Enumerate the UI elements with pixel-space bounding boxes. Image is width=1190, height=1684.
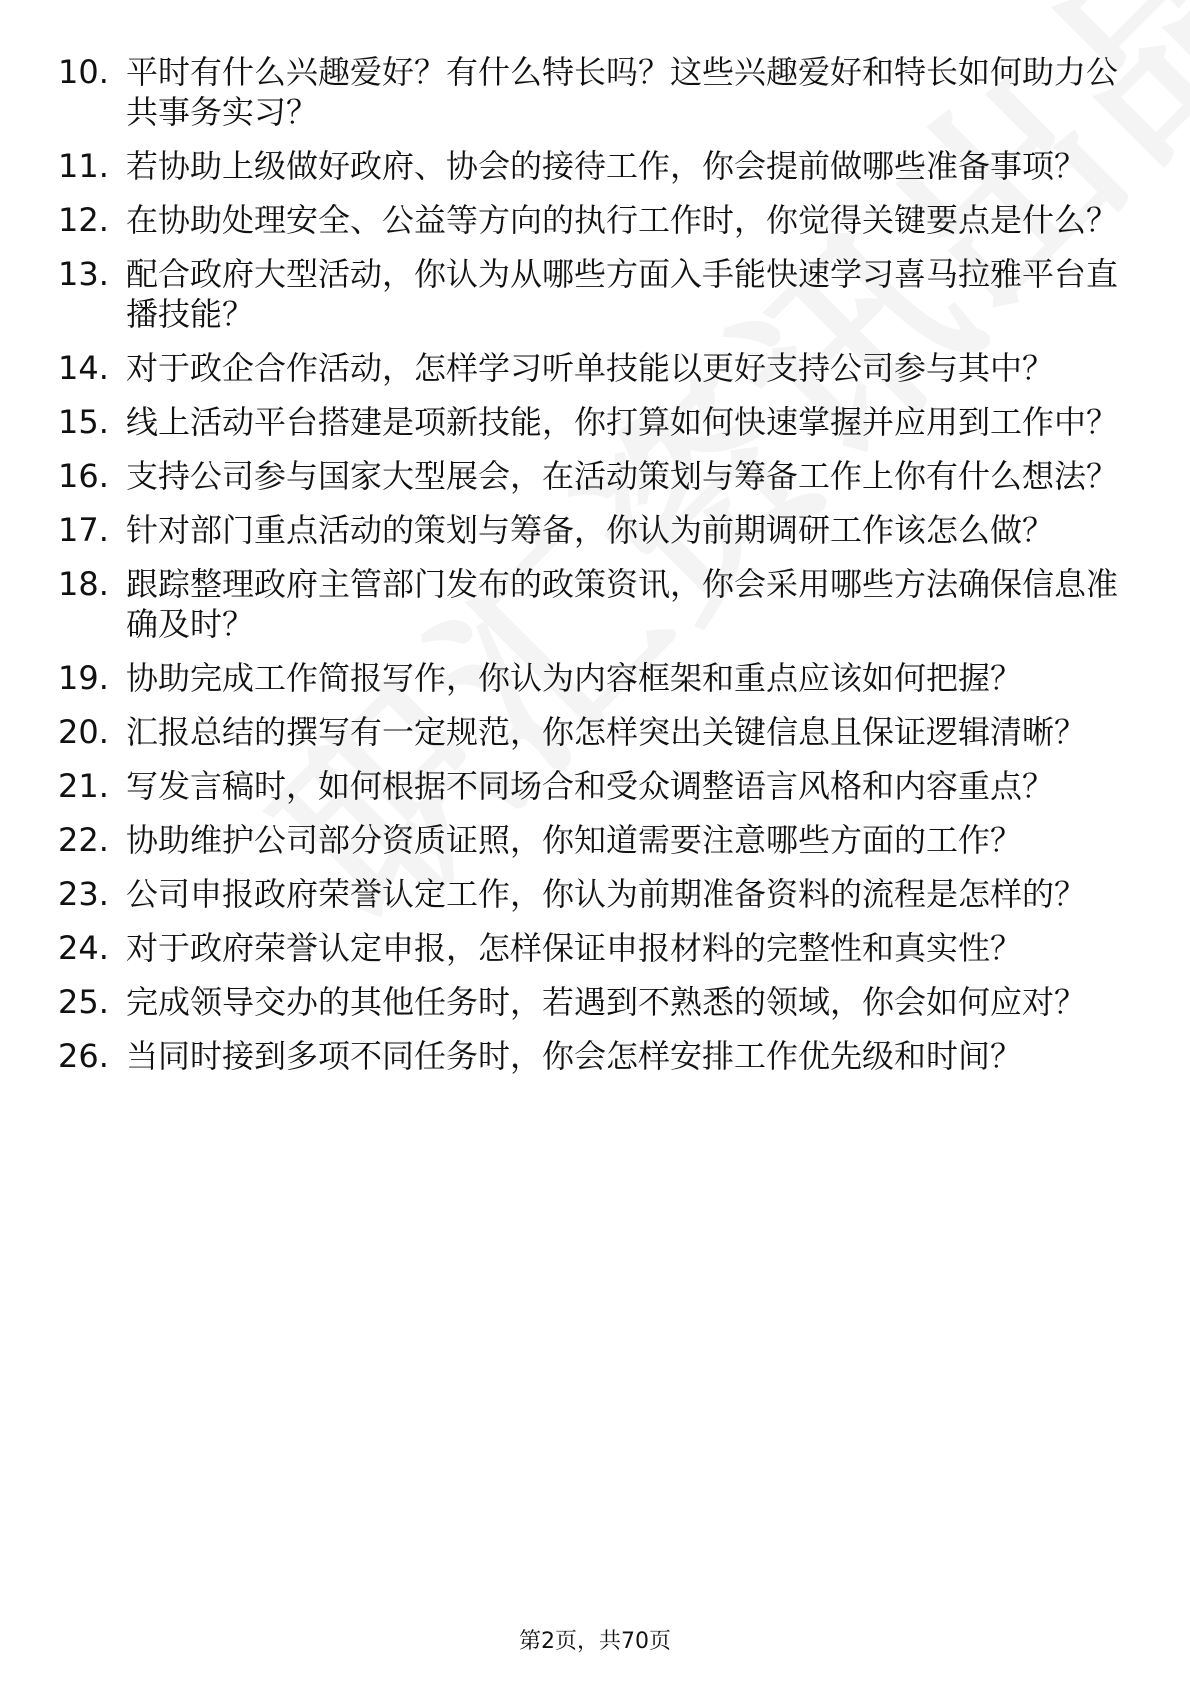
question-number: 13. (58, 255, 109, 293)
question-text: 公司申报政府荣誉认定工作，你认为前期准备资料的流程是怎样的？ (126, 875, 1087, 913)
question-text: 完成领导交办的其他任务时，若遇到不熟悉的领域，你会如何应对？ (126, 983, 1087, 1021)
question-number: 21. (58, 767, 109, 805)
question-item (58, 456, 1118, 496)
question-text: 支持公司参与国家大型展会，在活动策划与筹备工作上你有什么想法？ (126, 457, 1119, 495)
question-number: 25. (58, 983, 109, 1021)
question-number: 17. (58, 511, 109, 549)
question-text: 协助完成工作简报写作，你认为内容框架和重点应该如何把握？ (126, 659, 1023, 697)
question-text: 平时有什么兴趣爱好？有什么特长吗？这些兴趣爱好和特长如何助力公共事务实习？ (126, 53, 1119, 131)
question-item (58, 658, 1118, 698)
question-item (58, 982, 1118, 1022)
question-text: 线上活动平台搭建是项新技能，你打算如何快速掌握并应用到工作中？ (126, 403, 1119, 441)
question-number: 18. (58, 565, 109, 603)
question-item (58, 146, 1118, 186)
question-item (58, 200, 1118, 240)
question-list (58, 52, 1118, 1090)
question-text: 对于政府荣誉认定申报，怎样保证申报材料的完整性和真实性？ (126, 929, 1023, 967)
question-number: 24. (58, 929, 109, 967)
page-footer: 第2页，共70页 (519, 1629, 671, 1654)
question-text: 针对部门重点活动的策划与筹备，你认为前期调研工作该怎么做？ (126, 511, 1055, 549)
question-item (58, 820, 1118, 860)
question-item (58, 766, 1118, 806)
question-text: 对于政企合作活动，怎样学习听单技能以更好支持公司参与其中？ (126, 349, 1055, 387)
question-text: 当同时接到多项不同任务时，你会怎样安排工作优先级和时间？ (126, 1037, 1023, 1075)
question-number: 23. (58, 875, 109, 913)
question-text: 汇报总结的撰写有一定规范，你怎样突出关键信息且保证逻辑清晰？ (126, 713, 1087, 751)
question-item (58, 928, 1118, 968)
question-number: 20. (58, 713, 109, 751)
question-number: 16. (58, 457, 109, 495)
question-number: 12. (58, 201, 109, 239)
question-text: 配合政府大型活动，你认为从哪些方面入手能快速学习喜马拉雅平台直播技能？ (126, 255, 1119, 333)
question-number: 15. (58, 403, 109, 441)
question-number: 14. (58, 349, 109, 387)
question-item (58, 510, 1118, 550)
question-text: 协助维护公司部分资质证照，你知道需要注意哪些方面的工作？ (126, 821, 1023, 859)
question-item (58, 348, 1118, 388)
question-text: 跟踪整理政府主管部门发布的政策资讯，你会采用哪些方法确保信息准确及时？ (126, 565, 1119, 643)
question-number: 11. (58, 147, 109, 185)
question-text: 若协助上级做好政府、协会的接待工作，你会提前做哪些准备事项？ (126, 147, 1087, 185)
question-item (58, 712, 1118, 752)
question-item (58, 52, 1118, 132)
question-item (58, 874, 1118, 914)
question-item (58, 402, 1118, 442)
question-number: 10. (58, 53, 109, 91)
question-text: 在协助处理安全、公益等方向的执行工作时，你觉得关键要点是什么？ (126, 201, 1119, 239)
question-number: 26. (58, 1037, 109, 1075)
question-item (58, 1036, 1118, 1076)
question-text: 写发言稿时，如何根据不同场合和受众调整语言风格和内容重点？ (126, 767, 1055, 805)
question-number: 22. (58, 821, 109, 859)
question-item (58, 564, 1118, 644)
question-number: 19. (58, 659, 109, 697)
question-item (58, 254, 1118, 334)
